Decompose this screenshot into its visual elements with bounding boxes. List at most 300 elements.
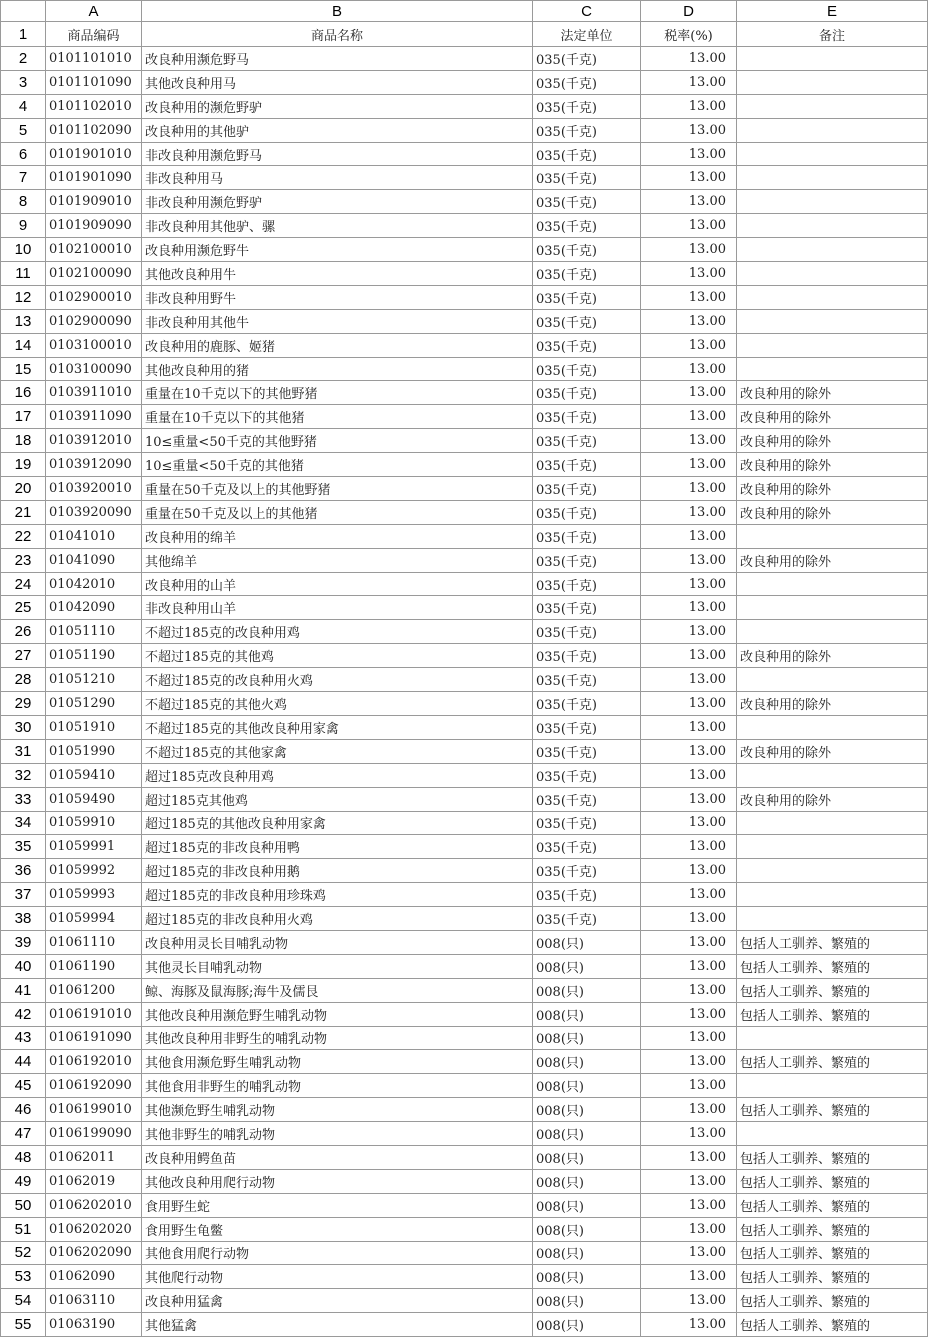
- cell-remark[interactable]: [737, 572, 928, 596]
- cell-name[interactable]: 其他濒危野生哺乳动物: [142, 1098, 533, 1122]
- column-header-d[interactable]: D: [641, 1, 737, 22]
- cell-unit[interactable]: 008(只): [533, 930, 641, 954]
- cell-name[interactable]: 改良种用的绵羊: [142, 524, 533, 548]
- cell-name[interactable]: 其他改良种用濒危野生哺乳动物: [142, 1002, 533, 1026]
- cell-tax-rate[interactable]: 13.00: [641, 1145, 737, 1169]
- cell-code[interactable]: 01051290: [46, 692, 142, 716]
- cell-remark[interactable]: 包括人工驯养、繁殖的: [737, 1313, 928, 1337]
- cell-code[interactable]: 01059910: [46, 811, 142, 835]
- cell-code[interactable]: 01042090: [46, 596, 142, 620]
- cell-unit[interactable]: 008(只): [533, 1002, 641, 1026]
- cell-tax-rate[interactable]: 13.00: [641, 405, 737, 429]
- cell-name[interactable]: 不超过185克的改良种用鸡: [142, 620, 533, 644]
- cell-tax-rate[interactable]: 13.00: [641, 118, 737, 142]
- cell-remark[interactable]: 包括人工驯养、繁殖的: [737, 1193, 928, 1217]
- cell-tax-rate[interactable]: 13.00: [641, 954, 737, 978]
- row-header[interactable]: 12: [1, 285, 46, 309]
- cell-code[interactable]: 0103100010: [46, 333, 142, 357]
- cell-unit[interactable]: 008(只): [533, 1313, 641, 1337]
- cell-code[interactable]: 0102100010: [46, 238, 142, 262]
- row-header[interactable]: 45: [1, 1074, 46, 1098]
- cell-name[interactable]: 不超过185克的其他改良种用家禽: [142, 715, 533, 739]
- row-header[interactable]: 28: [1, 668, 46, 692]
- cell-code[interactable]: 0106192090: [46, 1074, 142, 1098]
- cell-tax-rate[interactable]: 13.00: [641, 94, 737, 118]
- cell-code[interactable]: 0103911090: [46, 405, 142, 429]
- row-header[interactable]: 30: [1, 715, 46, 739]
- cell-unit[interactable]: 008(只): [533, 1050, 641, 1074]
- cell-name[interactable]: 不超过185克的其他鸡: [142, 644, 533, 668]
- cell-unit[interactable]: 008(只): [533, 1074, 641, 1098]
- cell-unit[interactable]: 035(千克): [533, 692, 641, 716]
- row-header[interactable]: 11: [1, 262, 46, 286]
- row-header[interactable]: 8: [1, 190, 46, 214]
- cell-unit[interactable]: 035(千克): [533, 787, 641, 811]
- row-header[interactable]: 37: [1, 883, 46, 907]
- cell-unit[interactable]: 008(只): [533, 1193, 641, 1217]
- row-header[interactable]: 25: [1, 596, 46, 620]
- cell-code[interactable]: 01051910: [46, 715, 142, 739]
- cell-name[interactable]: 超过185克的非改良种用鸭: [142, 835, 533, 859]
- cell-remark[interactable]: 改良种用的除外: [737, 453, 928, 477]
- cell-remark[interactable]: 包括人工驯养、繁殖的: [737, 1265, 928, 1289]
- cell-tax-rate[interactable]: 13.00: [641, 883, 737, 907]
- cell-unit[interactable]: 035(千克): [533, 453, 641, 477]
- cell-tax-rate[interactable]: 13.00: [641, 1217, 737, 1241]
- cell-name[interactable]: 改良种用灵长目哺乳动物: [142, 930, 533, 954]
- row-header[interactable]: 55: [1, 1313, 46, 1337]
- cell-unit[interactable]: 008(只): [533, 1169, 641, 1193]
- cell-code[interactable]: 0106199090: [46, 1122, 142, 1146]
- cell-tax-rate[interactable]: 13.00: [641, 70, 737, 94]
- cell-unit[interactable]: 008(只): [533, 1289, 641, 1313]
- cell-remark[interactable]: 包括人工驯养、繁殖的: [737, 1145, 928, 1169]
- cell-unit[interactable]: 035(千克): [533, 668, 641, 692]
- cell-remark[interactable]: 包括人工驯养、繁殖的: [737, 1289, 928, 1313]
- row-header[interactable]: 46: [1, 1098, 46, 1122]
- cell-tax-rate[interactable]: 13.00: [641, 692, 737, 716]
- cell-code[interactable]: 01059490: [46, 787, 142, 811]
- row-header[interactable]: 21: [1, 500, 46, 524]
- cell-code[interactable]: 01062090: [46, 1265, 142, 1289]
- row-header[interactable]: 22: [1, 524, 46, 548]
- cell-code[interactable]: 01041010: [46, 524, 142, 548]
- cell-code[interactable]: 0101909090: [46, 214, 142, 238]
- cell-code[interactable]: 0101102010: [46, 94, 142, 118]
- cell-name[interactable]: 其他绵羊: [142, 548, 533, 572]
- cell-tax-rate[interactable]: 13.00: [641, 572, 737, 596]
- cell-unit[interactable]: 008(只): [533, 1026, 641, 1050]
- cell-name[interactable]: 重量在10千克以下的其他猪: [142, 405, 533, 429]
- cell-tax-rate[interactable]: 13.00: [641, 453, 737, 477]
- row-header[interactable]: 52: [1, 1241, 46, 1265]
- cell-remark[interactable]: 改良种用的除外: [737, 548, 928, 572]
- cell-unit[interactable]: 035(千克): [533, 739, 641, 763]
- cell-code[interactable]: 01051210: [46, 668, 142, 692]
- cell-code[interactable]: 0101909010: [46, 190, 142, 214]
- cell-name[interactable]: 超过185克的非改良种用火鸡: [142, 907, 533, 931]
- row-header[interactable]: 41: [1, 978, 46, 1002]
- row-header[interactable]: 9: [1, 214, 46, 238]
- cell-name[interactable]: 改良种用濒危野马: [142, 47, 533, 71]
- cell-unit[interactable]: 035(千克): [533, 715, 641, 739]
- cell-remark[interactable]: 改良种用的除外: [737, 787, 928, 811]
- cell-code[interactable]: 0101901010: [46, 142, 142, 166]
- cell-unit[interactable]: 035(千克): [533, 190, 641, 214]
- cell-name[interactable]: 其他爬行动物: [142, 1265, 533, 1289]
- cell-name[interactable]: 10≤重量<50千克的其他猪: [142, 453, 533, 477]
- column-header-a[interactable]: A: [46, 1, 142, 22]
- cell-tax-rate[interactable]: 13.00: [641, 668, 737, 692]
- cell-tax-rate[interactable]: 13.00: [641, 381, 737, 405]
- cell-remark[interactable]: 包括人工驯养、繁殖的: [737, 1098, 928, 1122]
- cell-tax-rate[interactable]: 13.00: [641, 357, 737, 381]
- cell-tax-rate[interactable]: 13.00: [641, 190, 737, 214]
- cell-remark[interactable]: 改良种用的除外: [737, 692, 928, 716]
- row-header[interactable]: 44: [1, 1050, 46, 1074]
- row-header[interactable]: 29: [1, 692, 46, 716]
- cell-remark[interactable]: 改良种用的除外: [737, 739, 928, 763]
- cell-tax-rate[interactable]: 13.00: [641, 596, 737, 620]
- cell-name[interactable]: 其他非野生的哺乳动物: [142, 1122, 533, 1146]
- cell-name[interactable]: 非改良种用濒危野驴: [142, 190, 533, 214]
- row-header[interactable]: 6: [1, 142, 46, 166]
- cell-name[interactable]: 改良种用濒危野牛: [142, 238, 533, 262]
- row-header[interactable]: 36: [1, 859, 46, 883]
- cell-tax-rate[interactable]: 13.00: [641, 1074, 737, 1098]
- cell-code[interactable]: 0103100090: [46, 357, 142, 381]
- cell-code[interactable]: 0103920090: [46, 500, 142, 524]
- cell-unit[interactable]: 035(千克): [533, 381, 641, 405]
- cell-unit[interactable]: 035(千克): [533, 118, 641, 142]
- cell-remark[interactable]: [737, 763, 928, 787]
- row-header[interactable]: 26: [1, 620, 46, 644]
- cell-tax-rate[interactable]: 13.00: [641, 835, 737, 859]
- cell-tax-rate[interactable]: 13.00: [641, 739, 737, 763]
- cell-code[interactable]: 0106192010: [46, 1050, 142, 1074]
- row-header[interactable]: 49: [1, 1169, 46, 1193]
- cell-unit[interactable]: 035(千克): [533, 835, 641, 859]
- cell-unit[interactable]: 035(千克): [533, 238, 641, 262]
- cell-unit[interactable]: 035(千克): [533, 572, 641, 596]
- cell-name[interactable]: 其他改良种用爬行动物: [142, 1169, 533, 1193]
- cell-unit[interactable]: 008(只): [533, 978, 641, 1002]
- cell-unit[interactable]: 035(千克): [533, 811, 641, 835]
- cell-unit[interactable]: 035(千克): [533, 214, 641, 238]
- cell-unit[interactable]: 035(千克): [533, 262, 641, 286]
- cell-unit[interactable]: 035(千克): [533, 883, 641, 907]
- cell-unit[interactable]: 035(千克): [533, 477, 641, 501]
- row-header[interactable]: 19: [1, 453, 46, 477]
- cell-tax-rate[interactable]: 13.00: [641, 1193, 737, 1217]
- cell-tax-rate[interactable]: 13.00: [641, 1265, 737, 1289]
- row-header[interactable]: 38: [1, 907, 46, 931]
- cell-tax-rate[interactable]: 13.00: [641, 763, 737, 787]
- cell-name[interactable]: 10≤重量<50千克的其他野猪: [142, 429, 533, 453]
- cell-tax-rate[interactable]: 13.00: [641, 309, 737, 333]
- cell-name[interactable]: 改良种用的鹿豚、姬猪: [142, 333, 533, 357]
- cell-tax-rate[interactable]: 13.00: [641, 238, 737, 262]
- cell-remark[interactable]: [737, 238, 928, 262]
- cell-name[interactable]: 改良种用猛禽: [142, 1289, 533, 1313]
- cell-code[interactable]: 01041090: [46, 548, 142, 572]
- cell-code[interactable]: 01059994: [46, 907, 142, 931]
- cell-unit[interactable]: 008(只): [533, 1241, 641, 1265]
- cell-unit[interactable]: 035(千克): [533, 524, 641, 548]
- row-header[interactable]: 10: [1, 238, 46, 262]
- row-header[interactable]: 39: [1, 930, 46, 954]
- cell-remark[interactable]: [737, 620, 928, 644]
- cell-code[interactable]: 01042010: [46, 572, 142, 596]
- cell-name[interactable]: 其他灵长目哺乳动物: [142, 954, 533, 978]
- cell-tax-rate[interactable]: 13.00: [641, 47, 737, 71]
- cell-code[interactable]: 0103911010: [46, 381, 142, 405]
- cell-name[interactable]: 非改良种用野牛: [142, 285, 533, 309]
- cell-code[interactable]: 0106202090: [46, 1241, 142, 1265]
- header-cell-name[interactable]: 商品名称: [142, 22, 533, 47]
- cell-unit[interactable]: 035(千克): [533, 596, 641, 620]
- cell-code[interactable]: 0103912010: [46, 429, 142, 453]
- cell-code[interactable]: 0103920010: [46, 477, 142, 501]
- cell-code[interactable]: 0106202020: [46, 1217, 142, 1241]
- header-cell-unit[interactable]: 法定单位: [533, 22, 641, 47]
- cell-tax-rate[interactable]: 13.00: [641, 715, 737, 739]
- cell-unit[interactable]: 008(只): [533, 1217, 641, 1241]
- cell-tax-rate[interactable]: 13.00: [641, 644, 737, 668]
- column-header-b[interactable]: B: [142, 1, 533, 22]
- cell-code[interactable]: 0102900090: [46, 309, 142, 333]
- cell-remark[interactable]: 改良种用的除外: [737, 405, 928, 429]
- cell-unit[interactable]: 035(千克): [533, 309, 641, 333]
- cell-unit[interactable]: 035(千克): [533, 644, 641, 668]
- cell-tax-rate[interactable]: 13.00: [641, 859, 737, 883]
- cell-remark[interactable]: 包括人工驯养、繁殖的: [737, 1050, 928, 1074]
- cell-name[interactable]: 其他食用濒危野生哺乳动物: [142, 1050, 533, 1074]
- row-header[interactable]: 3: [1, 70, 46, 94]
- cell-unit[interactable]: 035(千克): [533, 859, 641, 883]
- cell-unit[interactable]: 035(千克): [533, 357, 641, 381]
- cell-remark[interactable]: 包括人工驯养、繁殖的: [737, 978, 928, 1002]
- cell-code[interactable]: 0103912090: [46, 453, 142, 477]
- row-header[interactable]: 54: [1, 1289, 46, 1313]
- row-header[interactable]: 23: [1, 548, 46, 572]
- cell-code[interactable]: 0106199010: [46, 1098, 142, 1122]
- cell-tax-rate[interactable]: 13.00: [641, 1169, 737, 1193]
- cell-name[interactable]: 其他食用爬行动物: [142, 1241, 533, 1265]
- header-cell-tax-rate[interactable]: 税率(%): [641, 22, 737, 47]
- cell-name[interactable]: 不超过185克的其他火鸡: [142, 692, 533, 716]
- cell-code[interactable]: 01061190: [46, 954, 142, 978]
- cell-unit[interactable]: 035(千克): [533, 763, 641, 787]
- cell-remark[interactable]: [737, 214, 928, 238]
- cell-name[interactable]: 非改良种用其他驴、骡: [142, 214, 533, 238]
- cell-name[interactable]: 不超过185克的改良种用火鸡: [142, 668, 533, 692]
- cell-tax-rate[interactable]: 13.00: [641, 907, 737, 931]
- cell-remark[interactable]: [737, 1026, 928, 1050]
- cell-tax-rate[interactable]: 13.00: [641, 930, 737, 954]
- cell-code[interactable]: 01062011: [46, 1145, 142, 1169]
- cell-name[interactable]: 其他食用非野生的哺乳动物: [142, 1074, 533, 1098]
- cell-name[interactable]: 改良种用的山羊: [142, 572, 533, 596]
- row-header[interactable]: 18: [1, 429, 46, 453]
- cell-tax-rate[interactable]: 13.00: [641, 620, 737, 644]
- row-header[interactable]: 1: [1, 22, 46, 47]
- cell-code[interactable]: 0102100090: [46, 262, 142, 286]
- cell-tax-rate[interactable]: 13.00: [641, 1098, 737, 1122]
- cell-code[interactable]: 0106191090: [46, 1026, 142, 1050]
- cell-name[interactable]: 超过185克改良种用鸡: [142, 763, 533, 787]
- cell-code[interactable]: 01059992: [46, 859, 142, 883]
- cell-tax-rate[interactable]: 13.00: [641, 1050, 737, 1074]
- cell-code[interactable]: 0101102090: [46, 118, 142, 142]
- cell-name[interactable]: 重量在50千克及以上的其他野猪: [142, 477, 533, 501]
- cell-remark[interactable]: 包括人工驯养、繁殖的: [737, 1002, 928, 1026]
- cell-code[interactable]: 01063190: [46, 1313, 142, 1337]
- cell-remark[interactable]: 包括人工驯养、繁殖的: [737, 954, 928, 978]
- cell-code[interactable]: 01051110: [46, 620, 142, 644]
- row-header[interactable]: 33: [1, 787, 46, 811]
- cell-remark[interactable]: 包括人工驯养、繁殖的: [737, 1217, 928, 1241]
- cell-name[interactable]: 食用野生蛇: [142, 1193, 533, 1217]
- cell-name[interactable]: 非改良种用濒危野马: [142, 142, 533, 166]
- cell-unit[interactable]: 035(千克): [533, 500, 641, 524]
- cell-name[interactable]: 其他改良种用非野生的哺乳动物: [142, 1026, 533, 1050]
- row-header[interactable]: 7: [1, 166, 46, 190]
- cell-tax-rate[interactable]: 13.00: [641, 142, 737, 166]
- cell-name[interactable]: 非改良种用山羊: [142, 596, 533, 620]
- row-header[interactable]: 15: [1, 357, 46, 381]
- row-header[interactable]: 2: [1, 47, 46, 71]
- cell-tax-rate[interactable]: 13.00: [641, 333, 737, 357]
- cell-name[interactable]: 其他改良种用的猪: [142, 357, 533, 381]
- cell-remark[interactable]: [737, 70, 928, 94]
- cell-tax-rate[interactable]: 13.00: [641, 1289, 737, 1313]
- cell-tax-rate[interactable]: 13.00: [641, 262, 737, 286]
- row-header[interactable]: 51: [1, 1217, 46, 1241]
- cell-remark[interactable]: [737, 883, 928, 907]
- cell-code[interactable]: 01062019: [46, 1169, 142, 1193]
- row-header[interactable]: 48: [1, 1145, 46, 1169]
- cell-tax-rate[interactable]: 13.00: [641, 1002, 737, 1026]
- cell-name[interactable]: 非改良种用马: [142, 166, 533, 190]
- cell-tax-rate[interactable]: 13.00: [641, 214, 737, 238]
- row-header[interactable]: 17: [1, 405, 46, 429]
- cell-unit[interactable]: 035(千克): [533, 94, 641, 118]
- cell-remark[interactable]: 改良种用的除外: [737, 477, 928, 501]
- cell-remark[interactable]: 包括人工驯养、繁殖的: [737, 1169, 928, 1193]
- cell-remark[interactable]: [737, 859, 928, 883]
- cell-name[interactable]: 重量在50千克及以上的其他猪: [142, 500, 533, 524]
- cell-code[interactable]: 0106202010: [46, 1193, 142, 1217]
- cell-unit[interactable]: 008(只): [533, 954, 641, 978]
- row-header[interactable]: 14: [1, 333, 46, 357]
- cell-code[interactable]: 0101101090: [46, 70, 142, 94]
- cell-remark[interactable]: [737, 118, 928, 142]
- cell-tax-rate[interactable]: 13.00: [641, 811, 737, 835]
- cell-name[interactable]: 超过185克的其他改良种用家禽: [142, 811, 533, 835]
- row-header[interactable]: 20: [1, 477, 46, 501]
- cell-remark[interactable]: [737, 668, 928, 692]
- row-header[interactable]: 24: [1, 572, 46, 596]
- cell-remark[interactable]: [737, 524, 928, 548]
- cell-remark[interactable]: [737, 1074, 928, 1098]
- cell-name[interactable]: 超过185克其他鸡: [142, 787, 533, 811]
- row-header[interactable]: 16: [1, 381, 46, 405]
- header-cell-remark[interactable]: 备注: [737, 22, 928, 47]
- cell-code[interactable]: 0101101010: [46, 47, 142, 71]
- cell-remark[interactable]: 改良种用的除外: [737, 644, 928, 668]
- cell-unit[interactable]: 035(千克): [533, 907, 641, 931]
- cell-remark[interactable]: [737, 309, 928, 333]
- cell-code[interactable]: 01061200: [46, 978, 142, 1002]
- cell-tax-rate[interactable]: 13.00: [641, 429, 737, 453]
- cell-remark[interactable]: 改良种用的除外: [737, 429, 928, 453]
- cell-remark[interactable]: 改良种用的除外: [737, 500, 928, 524]
- cell-unit[interactable]: 035(千克): [533, 333, 641, 357]
- cell-name[interactable]: 超过185克的非改良种用珍珠鸡: [142, 883, 533, 907]
- cell-unit[interactable]: 035(千克): [533, 405, 641, 429]
- cell-code[interactable]: 01061110: [46, 930, 142, 954]
- cell-unit[interactable]: 008(只): [533, 1145, 641, 1169]
- cell-name[interactable]: 其他猛禽: [142, 1313, 533, 1337]
- cell-remark[interactable]: [737, 907, 928, 931]
- cell-unit[interactable]: 035(千克): [533, 620, 641, 644]
- column-header-e[interactable]: E: [737, 1, 928, 22]
- cell-remark[interactable]: 改良种用的除外: [737, 381, 928, 405]
- row-header[interactable]: 27: [1, 644, 46, 668]
- cell-code[interactable]: 01059410: [46, 763, 142, 787]
- cell-unit[interactable]: 035(千克): [533, 47, 641, 71]
- row-header[interactable]: 32: [1, 763, 46, 787]
- cell-remark[interactable]: [737, 94, 928, 118]
- cell-code[interactable]: 0106191010: [46, 1002, 142, 1026]
- cell-remark[interactable]: [737, 811, 928, 835]
- cell-tax-rate[interactable]: 13.00: [641, 285, 737, 309]
- cell-tax-rate[interactable]: 13.00: [641, 1313, 737, 1337]
- cell-name[interactable]: 鲸、海豚及鼠海豚;海牛及儒艮: [142, 978, 533, 1002]
- cell-unit[interactable]: 035(千克): [533, 548, 641, 572]
- cell-remark[interactable]: 包括人工驯养、繁殖的: [737, 1241, 928, 1265]
- cell-remark[interactable]: [737, 262, 928, 286]
- cell-name[interactable]: 不超过185克的其他家禽: [142, 739, 533, 763]
- select-all-corner[interactable]: [1, 1, 46, 22]
- cell-tax-rate[interactable]: 13.00: [641, 1026, 737, 1050]
- cell-remark[interactable]: [737, 190, 928, 214]
- cell-code[interactable]: 01059993: [46, 883, 142, 907]
- cell-unit[interactable]: 035(千克): [533, 70, 641, 94]
- cell-code[interactable]: 01051990: [46, 739, 142, 763]
- cell-remark[interactable]: [737, 357, 928, 381]
- row-header[interactable]: 13: [1, 309, 46, 333]
- row-header[interactable]: 50: [1, 1193, 46, 1217]
- cell-tax-rate[interactable]: 13.00: [641, 1241, 737, 1265]
- cell-code[interactable]: 0102900010: [46, 285, 142, 309]
- row-header[interactable]: 47: [1, 1122, 46, 1146]
- row-header[interactable]: 4: [1, 94, 46, 118]
- cell-name[interactable]: 其他改良种用牛: [142, 262, 533, 286]
- cell-remark[interactable]: [737, 596, 928, 620]
- cell-unit[interactable]: 035(千克): [533, 142, 641, 166]
- row-header[interactable]: 43: [1, 1026, 46, 1050]
- cell-name[interactable]: 其他改良种用马: [142, 70, 533, 94]
- cell-unit[interactable]: 035(千克): [533, 285, 641, 309]
- cell-tax-rate[interactable]: 13.00: [641, 1122, 737, 1146]
- cell-code[interactable]: 0101901090: [46, 166, 142, 190]
- cell-unit[interactable]: 035(千克): [533, 429, 641, 453]
- cell-tax-rate[interactable]: 13.00: [641, 500, 737, 524]
- cell-name[interactable]: 食用野生龟鳖: [142, 1217, 533, 1241]
- cell-unit[interactable]: 035(千克): [533, 166, 641, 190]
